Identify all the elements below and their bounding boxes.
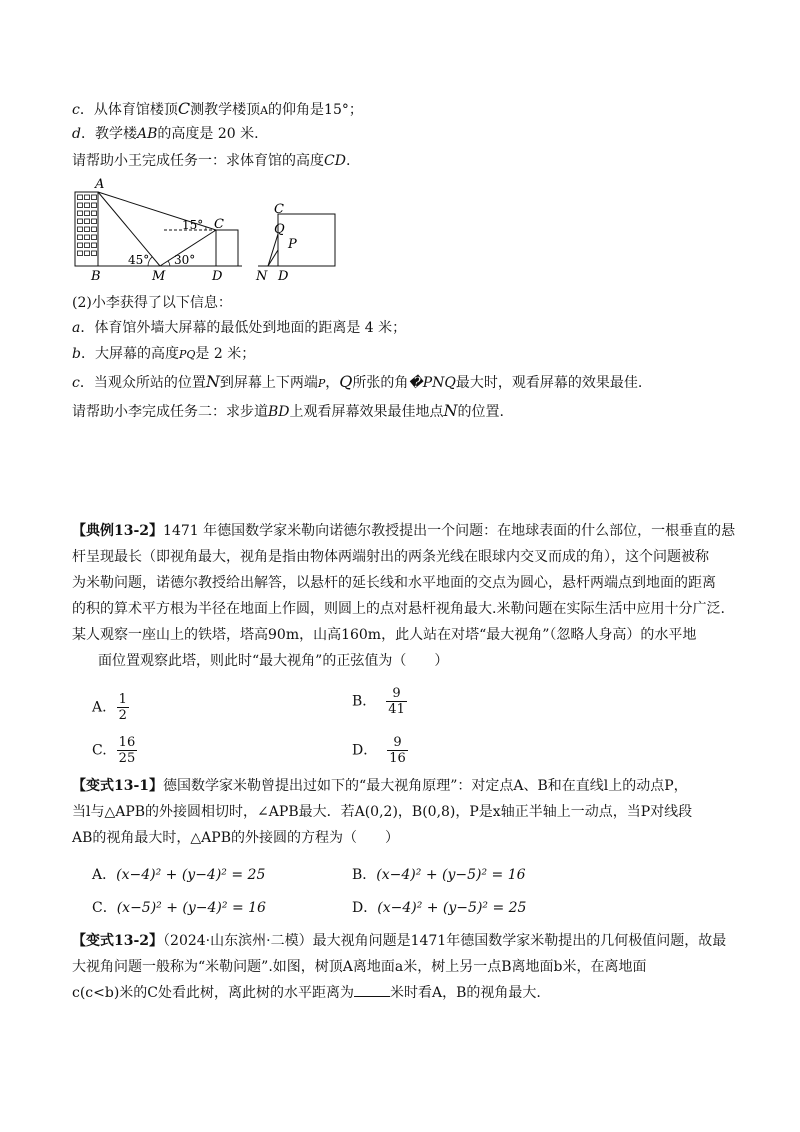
text: 的高度是 20 米.: [157, 126, 259, 142]
text: 德国数学家米勒曾提出过如下的“最大视角原理”：对定点A、B和在直线l上的动点P，: [163, 778, 688, 794]
point-label: P: [317, 377, 326, 390]
item-label: a: [72, 320, 81, 336]
segment-label: AB: [136, 126, 158, 142]
point-label: Q: [339, 372, 353, 391]
item-label: c: [72, 375, 80, 391]
paragraph-line: [72, 518, 736, 544]
option-c[interactable]: [92, 735, 137, 766]
denominator: 16: [389, 751, 406, 766]
text: ．当观众所站的位置: [79, 375, 206, 391]
option-letter: A．: [92, 867, 117, 883]
paragraph-line: 杆呈现最长（即视角最大，视角是指由物体两端射出的两条光线在眼球内交叉而成的角），这个问题被称: [72, 549, 709, 565]
task2-heading: (2)小李获得了以下信息：: [72, 295, 232, 311]
label-q: Q: [274, 222, 285, 237]
paragraph-line: AB的视角最大时，△APB的外接圆的方程为（ ）: [72, 830, 399, 846]
building-cd: [216, 230, 238, 266]
paragraph-line: 面位置观察此塔，则此时“最大视角”的正弦值为（ ）: [98, 653, 449, 669]
paragraph-line: [72, 980, 728, 1006]
paragraph-line: 为米勒问题，诺德尔教授给出解答，以悬杆的延长线和水平地面的交点为圆心，悬杆两端点到地面的距离: [72, 575, 716, 591]
option-b[interactable]: [352, 686, 407, 717]
denominator: 25: [118, 751, 136, 766]
text: 的仰角是15°；: [268, 102, 363, 118]
label-n: N: [256, 269, 268, 284]
item-label: c: [72, 102, 80, 118]
denominator: 2: [118, 708, 127, 723]
task2-request: [72, 402, 504, 421]
problem-tag: 【变式13-1】: [72, 778, 164, 794]
option-letter: B．: [352, 867, 377, 883]
paragraph-line: 当l与△APB的外接圆相切时，∠APB最大．若A(0,2)，B(0,8)，P是x轴正半轴上一动点，当P对线段: [72, 804, 693, 820]
numerator: 9: [386, 686, 407, 702]
text: 所张的角: [352, 375, 409, 391]
option-letter: D．: [352, 742, 378, 759]
label-m: M: [152, 269, 166, 284]
angle-arc-30: [168, 261, 170, 266]
numerator: 16: [118, 735, 136, 750]
text: ．从体育馆楼顶: [79, 102, 178, 118]
option-letter: C.: [92, 742, 107, 759]
text: ．大屏幕的高度: [80, 346, 179, 362]
text: 请帮助小王完成任务一：求体育馆的高度: [72, 153, 324, 169]
line-nq: [268, 234, 278, 266]
text: 到屏幕上下两端: [219, 375, 318, 391]
text: 的位置.: [457, 404, 504, 420]
text: 最大时，观看屏幕的效果最佳.: [455, 375, 643, 391]
option-a[interactable]: [92, 866, 265, 884]
item-label: d: [72, 126, 81, 142]
fraction: [386, 686, 407, 717]
paragraph-line: 的积的算术平方根为半径在地面上作圆，则圆上的点对悬杆视角最大.米勒问题在实际生活中应用十分广泛.: [72, 601, 725, 617]
angle-15-label: 15°: [182, 218, 204, 232]
paragraph-line: 大视角问题一般称为“米勒问题”.如图，树顶A离地面a米，树上另一点B离地面b米，在离地面: [72, 959, 647, 975]
option-expression: (x−4)² + (y−5)² = 25: [377, 900, 527, 916]
point-label: A: [260, 104, 269, 117]
segment-label: BD: [268, 404, 290, 420]
text: 1471 年德国数学家米勒向诺德尔教授提出一个问题：在地球表面的什么部位，一根垂直的悬: [163, 523, 736, 539]
variant-13-1: [72, 773, 728, 851]
fraction: [117, 692, 129, 723]
text: 上观看屏幕效果最佳地点: [289, 404, 444, 420]
figure-2-diagram: [250, 200, 350, 286]
text: .: [345, 153, 351, 169]
text: 米时看A，B的视角最大.: [390, 985, 541, 1001]
angle-label: �PNQ: [408, 375, 456, 391]
task1-request: [72, 152, 350, 170]
problem-tag: 【典例13-2】: [72, 523, 164, 539]
point-label: N: [443, 401, 458, 420]
task2-line-a: [72, 319, 406, 337]
label-a: A: [95, 177, 105, 192]
option-b[interactable]: [352, 866, 526, 884]
variant-13-2: [72, 928, 728, 1006]
label-d: D: [212, 269, 223, 284]
task1-line-c: [72, 100, 363, 120]
option-d[interactable]: [352, 899, 526, 917]
text: 是 2 米；: [195, 346, 256, 362]
item-label: b: [72, 346, 81, 362]
label-c: C: [214, 217, 224, 232]
angle-45-label: 45°: [128, 253, 150, 267]
example-13-2: [72, 518, 736, 674]
answer-blank[interactable]: [354, 982, 390, 997]
label-b: B: [91, 269, 101, 284]
text: （2024·山东滨州·二模）最大视角问题是1471年德国数学家米勒提出的几何极值问题，故最: [163, 933, 727, 949]
text: 请帮助小李完成任务二：求步道: [72, 404, 268, 420]
option-letter: C．: [92, 900, 117, 916]
option-a[interactable]: [92, 692, 129, 723]
option-letter: A.: [92, 699, 107, 716]
figure-1-diagram: [64, 176, 254, 286]
label-c: C: [274, 202, 284, 217]
task2-line-c: [72, 373, 642, 393]
paragraph-line: 某人观察一座山上的铁塔，塔高90m，山高160m，此人站在对塔“最大视角”（忽略人身高）的水平地: [72, 627, 697, 643]
text: c(c<b)米的C处看此树，离此树的水平距离为: [72, 985, 355, 1001]
paragraph-line: [72, 928, 728, 954]
text: ．体育馆外墙大屏幕的最低处到地面的距离是 4 米；: [80, 320, 407, 336]
fraction: [387, 735, 408, 766]
option-d[interactable]: [352, 735, 408, 766]
task2-line-b: [72, 345, 255, 364]
segment-label: CD: [324, 153, 346, 169]
fraction: [117, 735, 138, 766]
gym-building: [278, 214, 335, 266]
segment-label: PQ: [178, 348, 196, 361]
option-c[interactable]: [92, 899, 266, 917]
text: 测教学楼顶: [190, 102, 261, 118]
label-d: D: [278, 269, 289, 284]
numerator: 9: [387, 735, 408, 751]
building-windows: [78, 195, 97, 256]
denominator: 41: [388, 702, 405, 717]
line-np: [268, 250, 278, 266]
point-label: C: [177, 99, 191, 118]
option-expression: (x−4)² + (y−5)² = 16: [376, 867, 526, 883]
angle-30-label: 30°: [174, 253, 196, 267]
option-letter: D．: [352, 900, 378, 916]
option-expression: (x−5)² + (y−4)² = 16: [116, 900, 266, 916]
paragraph-line: [72, 773, 728, 799]
point-label: N: [205, 372, 220, 391]
option-letter: B．: [352, 693, 377, 710]
text: ，: [325, 375, 340, 391]
text: ．教学楼: [80, 126, 137, 142]
numerator: 1: [118, 692, 127, 707]
label-p: P: [288, 237, 297, 252]
task1-line-d: [72, 125, 259, 143]
option-expression: (x−4)² + (y−4)² = 25: [116, 867, 266, 883]
problem-tag: 【变式13-2】: [72, 933, 164, 949]
